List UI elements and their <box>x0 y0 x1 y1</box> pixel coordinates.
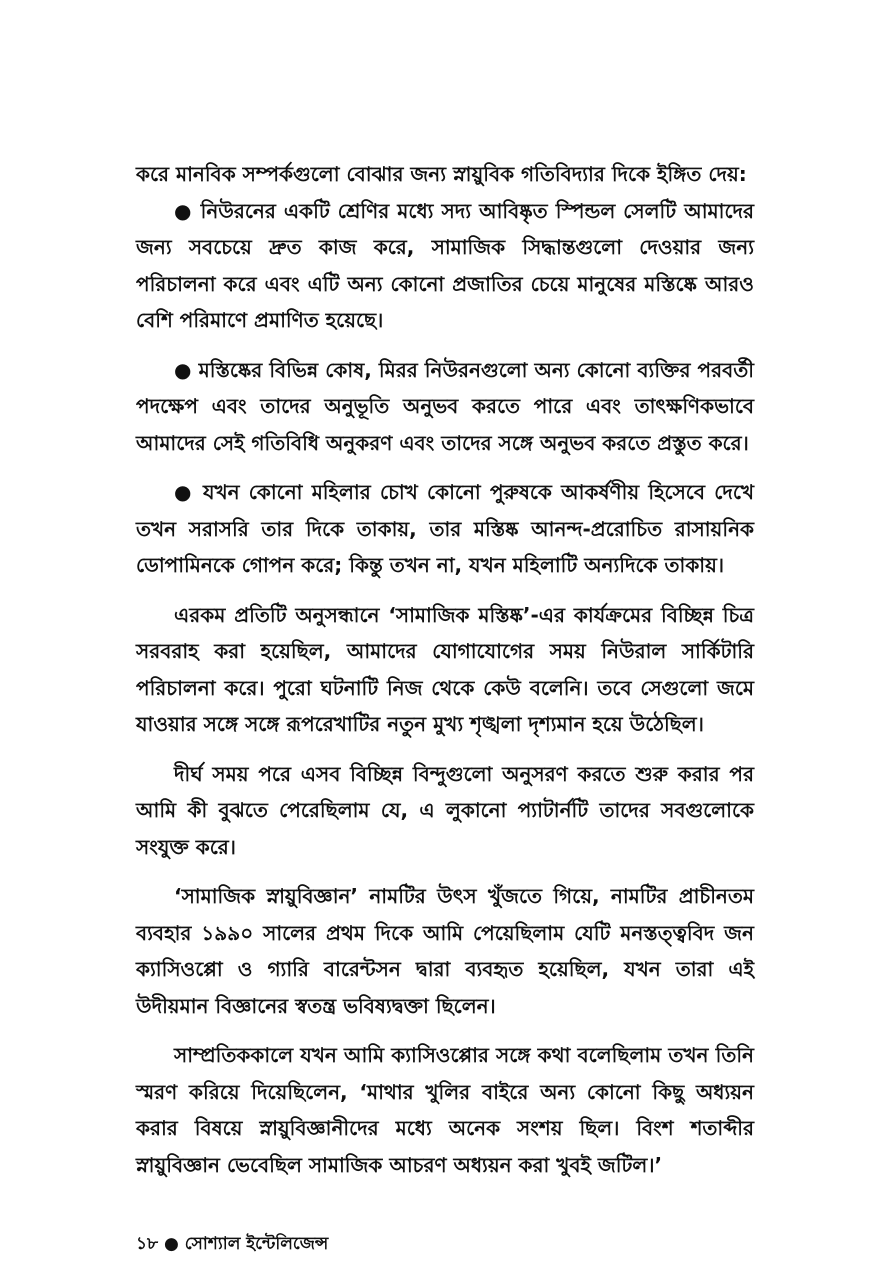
bullet-mirror-neurons: ● মস্তিষ্কের বিভিন্ন কোষ, মিরর নিউরনগুলো অন্য কোনো ব্যক্তির পরবর্তী পদক্ষেপ এবং তাদের অনুভূতি অনুভব করতে পারে এবং তাৎক্ষণিকভাবে আমাদের সেই গতিবিধি অনুকরণ এবং তাদের সঙ্গে অনুভব করতে প্রস্তুত করে। <box>136 357 754 455</box>
paragraph-cacioppo-quote: সাম্প্রতিককালে যখন আমি ক্যাসিওপ্পোর সঙ্গে কথা বলেছিলাম তখন তিনি স্মরণ করিয়ে দিয়েছিলেন, ‘মাথার খুলির বাইরে অন্য কোনো কিছু অধ্যয়ন করার বিষয়ে স্নায়ুবিজ্ঞানীদের মধ্যে অনেক সংশয় ছিল। বিংশ শতাব্দীর স্নায়ুবিজ্ঞান ভেবেছিল সামাজিক আচরণ অধ্যয়ন করা খুবই জটিল।’ <box>136 1043 754 1177</box>
paragraph-social-brain: এরকম প্রতিটি অনুসন্ধানে ‘সামাজিক মস্তিষ্ক’-এর কার্যক্রমের বিচ্ছিন্ন চিত্র সরবরাহ করা হয়েছিল, আমাদের যোগাযোগের সময় নিউরাল সার্কিটারি পরিচালনা করে। পুরো ঘটনাটি নিজ থেকে কেউ বলেনি। তবে সেগুলো জমে যাওয়ার সঙ্গে সঙ্গে রূপরেখাটির নতুন মুখ্য শৃঙ্খলা দৃশ্যমান হয়ে উঠেছিল। <box>136 602 754 736</box>
bullet-dopamine: ● যখন কোনো মহিলার চোখ কোনো পুরুষকে আকর্ষণীয় হিসেবে দেখে তখন সরাসরি তার দিকে তাকায়, তার মস্তিষ্ক আনন্দ-প্ররোচিত রাসায়নিক ডোপামিনকে গোপন করে; কিন্তু তখন না, যখন মহিলাটি অন্যদিকে তাকায়। <box>136 480 754 577</box>
footer-separator: ● <box>163 1234 179 1254</box>
paragraph-social-neuroscience: ‘সামাজিক স্নায়ুবিজ্ঞান’ নামটির উৎস খুঁজতে গিয়ে, নামটির প্রাচীনতম ব্যবহার ১৯৯০ সালের প্রথম দিকে আমি পেয়েছিলাম যেটি মনস্তত্ত্ববিদ জন ক্যাসিওপ্পো ও গ্যারি বারেন্টসন দ্বারা ব্যবহৃত হয়েছিল, যখন তারা এই উদীয়মান বিজ্ঞানের স্বতন্ত্র ভবিষ্যদ্বক্তা ছিলেন। <box>136 884 754 1018</box>
paragraph-hidden-pattern: দীর্ঘ সময় পরে এসব বিচ্ছিন্ন বিন্দুগুলো অনুসরণ করতে শুরু করার পর আমি কী বুঝতে পেরেছিলাম যে, এ লুকানো প্যাটার্নটি তাদের সবগুলোকে সংযুক্ত করে। <box>136 761 754 859</box>
body-text <box>136 156 754 1183</box>
bullet-spindle-cell: ● নিউরনের একটি শ্রেণির মধ্যে সদ্য আবিষ্কৃত স্পিন্ডল সেলটি আমাদের জন্য সবচেয়ে দ্রুত কাজ করে, সামাজিক সিদ্ধান্তগুলো দেওয়ার জন্য পরিচালনা করে এবং এটি অন্য কোনো প্রজাতির চেয়ে মানুষের মস্তিষ্কে আরও বেশি পরিমাণে প্রমাণিত হয়েছে। <box>136 198 754 332</box>
running-title: সোশ্যাল ইন্টেলিজেন্স <box>184 1234 329 1254</box>
page-number: ১৮ <box>136 1234 159 1254</box>
paragraph-continuation: করে মানবিক সম্পর্কগুলো বোঝার জন্য স্নায়ুবিক গতিবিদ্যার দিকে ইঙ্গিত দেয়: <box>136 162 747 186</box>
page-footer <box>136 1232 328 1256</box>
